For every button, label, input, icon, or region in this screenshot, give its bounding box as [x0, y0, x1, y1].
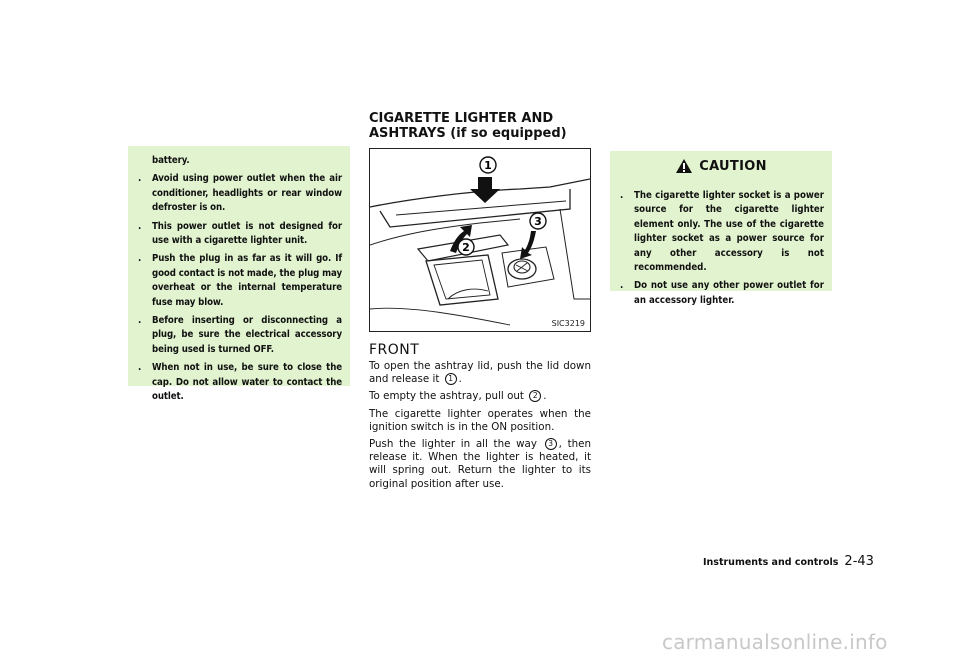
bullet-mark: . [138, 315, 142, 327]
power-outlet-notes-box [128, 146, 350, 403]
instructions-text [369, 360, 591, 495]
callout-2-label: 2 [462, 241, 470, 254]
page-footer [703, 550, 874, 569]
ref-marker: 3 [545, 438, 557, 450]
power-outlet-bullet-list [138, 172, 342, 404]
bullet-mark: . [138, 253, 142, 265]
bullet-mark: . [138, 220, 142, 232]
list-item [138, 252, 342, 310]
list-item [138, 314, 342, 357]
callout-3-label: 3 [534, 215, 542, 228]
list-item [620, 279, 824, 308]
list-item [138, 172, 342, 215]
paragraph [369, 438, 591, 491]
bullet-text: The cigarette lighter socket is a power source for the cigarette lighter element only. The use of the cigarette lighter socket as a power source for any other accessory is not recommended. [634, 190, 824, 274]
callout-1-label: 1 [484, 159, 492, 172]
paragraph-text: Push the lighter in all the way [369, 438, 537, 451]
paragraph [369, 360, 591, 386]
subheading-front: FRONT [369, 342, 420, 358]
caution-header [610, 151, 832, 181]
list-item [138, 220, 342, 249]
ref-marker: 2 [529, 390, 541, 402]
bullet-text: Before inserting or disconnecting a plug, be sure the electrical accessory being used is turned OFF. [152, 315, 342, 355]
ref-marker: 1 [445, 373, 457, 385]
paragraph-text: . [543, 390, 547, 403]
bullet-mark: . [620, 190, 624, 201]
footer-section-name: Instruments and controls [703, 557, 839, 568]
warning-triangle-icon [675, 158, 693, 174]
continued-text: battery. [152, 155, 190, 166]
figure-code: SIC3219 [551, 319, 585, 328]
bullet-text: Avoid using power outlet when the air conditioner, headlights or rear window defroster is on. [152, 173, 342, 214]
ashtray-illustration [369, 148, 591, 332]
bullet-text: Do not use any other power outlet for an accessory lighter. [634, 280, 824, 306]
caution-title: CAUTION [699, 158, 767, 174]
bullet-mark: . [138, 362, 142, 374]
paragraph: The cigarette lighter operates when the ignition switch is in the ON position. [369, 407, 591, 433]
bullet-mark: . [620, 280, 624, 292]
paragraph-text: To open the ashtray lid, push the lid down and release it [369, 360, 591, 386]
page-number: 2-43 [844, 554, 874, 569]
list-item [138, 361, 342, 404]
paragraph-text: To empty the ashtray, pull out [369, 390, 524, 403]
watermark: carmanualsonline.info [662, 630, 888, 654]
section-heading: CIGARETTE LIGHTER AND ASHTRAYS (if so equipped) [369, 111, 567, 141]
paragraph [369, 390, 591, 403]
paragraph-text: , then release it. When the lighter is heated, it will spring out. Return the lighter to its original position after use. [369, 438, 591, 490]
bullet-text: Push the plug in as far as it will go. If good contact is not made, the plug may overheat or the internal temperature fuse may blow. [152, 253, 342, 308]
list-item [620, 189, 824, 275]
bullet-text: This power outlet is not designed for use with a cigarette lighter unit. [152, 220, 342, 247]
ashtray-drawing [370, 149, 590, 331]
bullet-text: When not in use, be sure to close the cap. Do not allow water to contact the outlet. [152, 362, 342, 403]
caution-bullet-list [610, 181, 832, 308]
bullet-mark: . [138, 173, 142, 185]
paragraph-text: . [458, 373, 462, 386]
caution-box [610, 151, 832, 306]
